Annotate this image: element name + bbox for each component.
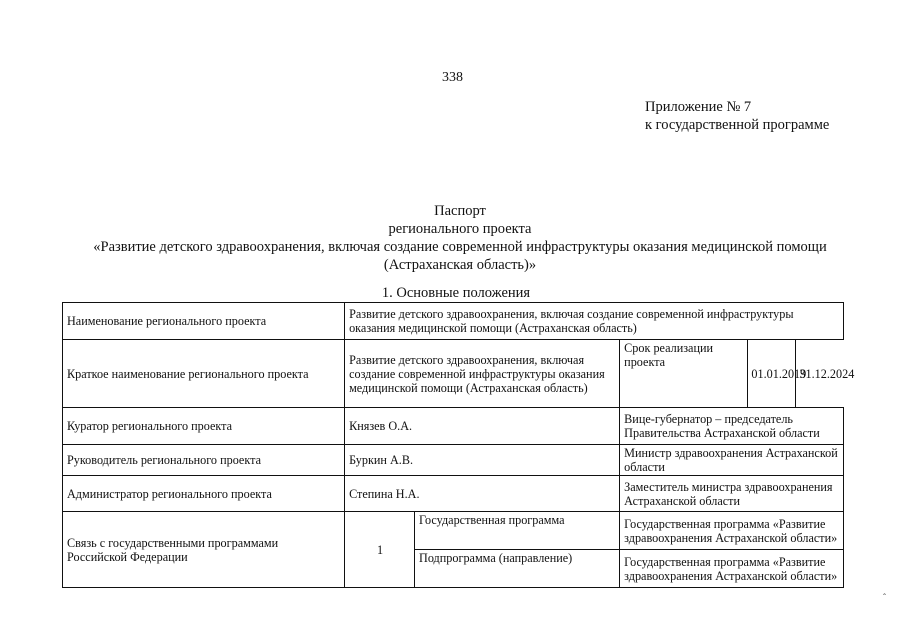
row-label: Куратор регионального проекта: [63, 408, 345, 445]
person-position: Вице-губернатор – председатель Правительства Астраханской области: [620, 408, 844, 445]
document-title: [40, 202, 880, 274]
row-number: 1: [345, 512, 415, 588]
page-number: 338: [442, 70, 463, 85]
title-line-4: (Астраханская область)»: [383, 257, 537, 273]
table-row: [63, 408, 844, 445]
subprogram-value: Государственная программа «Развитие здравоохранения Астраханской области»: [620, 512, 844, 550]
person-position: Заместитель министра здравоохранения Астраханской области: [620, 476, 844, 512]
table-row: [63, 303, 844, 340]
title-line-3: «Развитие детского здравоохранения, включая создание современной инфраструктуры оказания медицинской помощи: [93, 239, 827, 255]
passport-table: [62, 302, 855, 588]
section-heading: 1. Основные положения: [381, 285, 531, 301]
appendix-line-1: Приложение № 7: [645, 99, 752, 115]
person-name: Степина Н.А.: [345, 476, 620, 512]
appendix-line-2: к государственной программе: [645, 117, 830, 133]
table-row: [63, 512, 844, 550]
row-label: Краткое наименование регионального проекта: [63, 340, 345, 408]
table-row: [63, 476, 844, 512]
table-row: [63, 445, 844, 476]
person-name: Князев О.А.: [345, 408, 620, 445]
person-position: Министр здравоохранения Астраханской области: [620, 445, 844, 476]
row-label: Связь с государственными программами Российской Федерации: [63, 512, 345, 588]
row-value: Развитие детского здравоохранения, включая создание современной инфраструктуры оказания медицинской помощи (Астраханская область): [345, 303, 844, 340]
appendix-note: [645, 98, 829, 134]
subprogram-value: Государственная программа «Развитие здравоохранения Астраханской области»: [620, 550, 844, 588]
row-label: Наименование регионального проекта: [63, 303, 345, 340]
table-row: [63, 340, 844, 408]
subprogram-label: Подпрограмма (направление): [415, 550, 620, 588]
title-line-2: регионального проекта: [388, 221, 532, 237]
start-date: 01.01.2019: [748, 340, 796, 407]
term-label: Срок реализации проекта: [620, 340, 748, 408]
row-value: Развитие детского здравоохранения, включая создание современной инфраструктуры оказания медицинской помощи (Астраханская область): [345, 340, 620, 408]
row-label: Администратор регионального проекта: [63, 476, 345, 512]
subprogram-label: Государственная программа: [415, 512, 620, 550]
title-line-1: Паспорт: [434, 203, 486, 219]
row-label: Руководитель регионального проекта: [63, 445, 345, 476]
person-name: Буркин А.В.: [345, 445, 620, 476]
end-date: 31.12.2024: [799, 366, 855, 381]
scan-artifact: ˆ: [883, 592, 886, 602]
